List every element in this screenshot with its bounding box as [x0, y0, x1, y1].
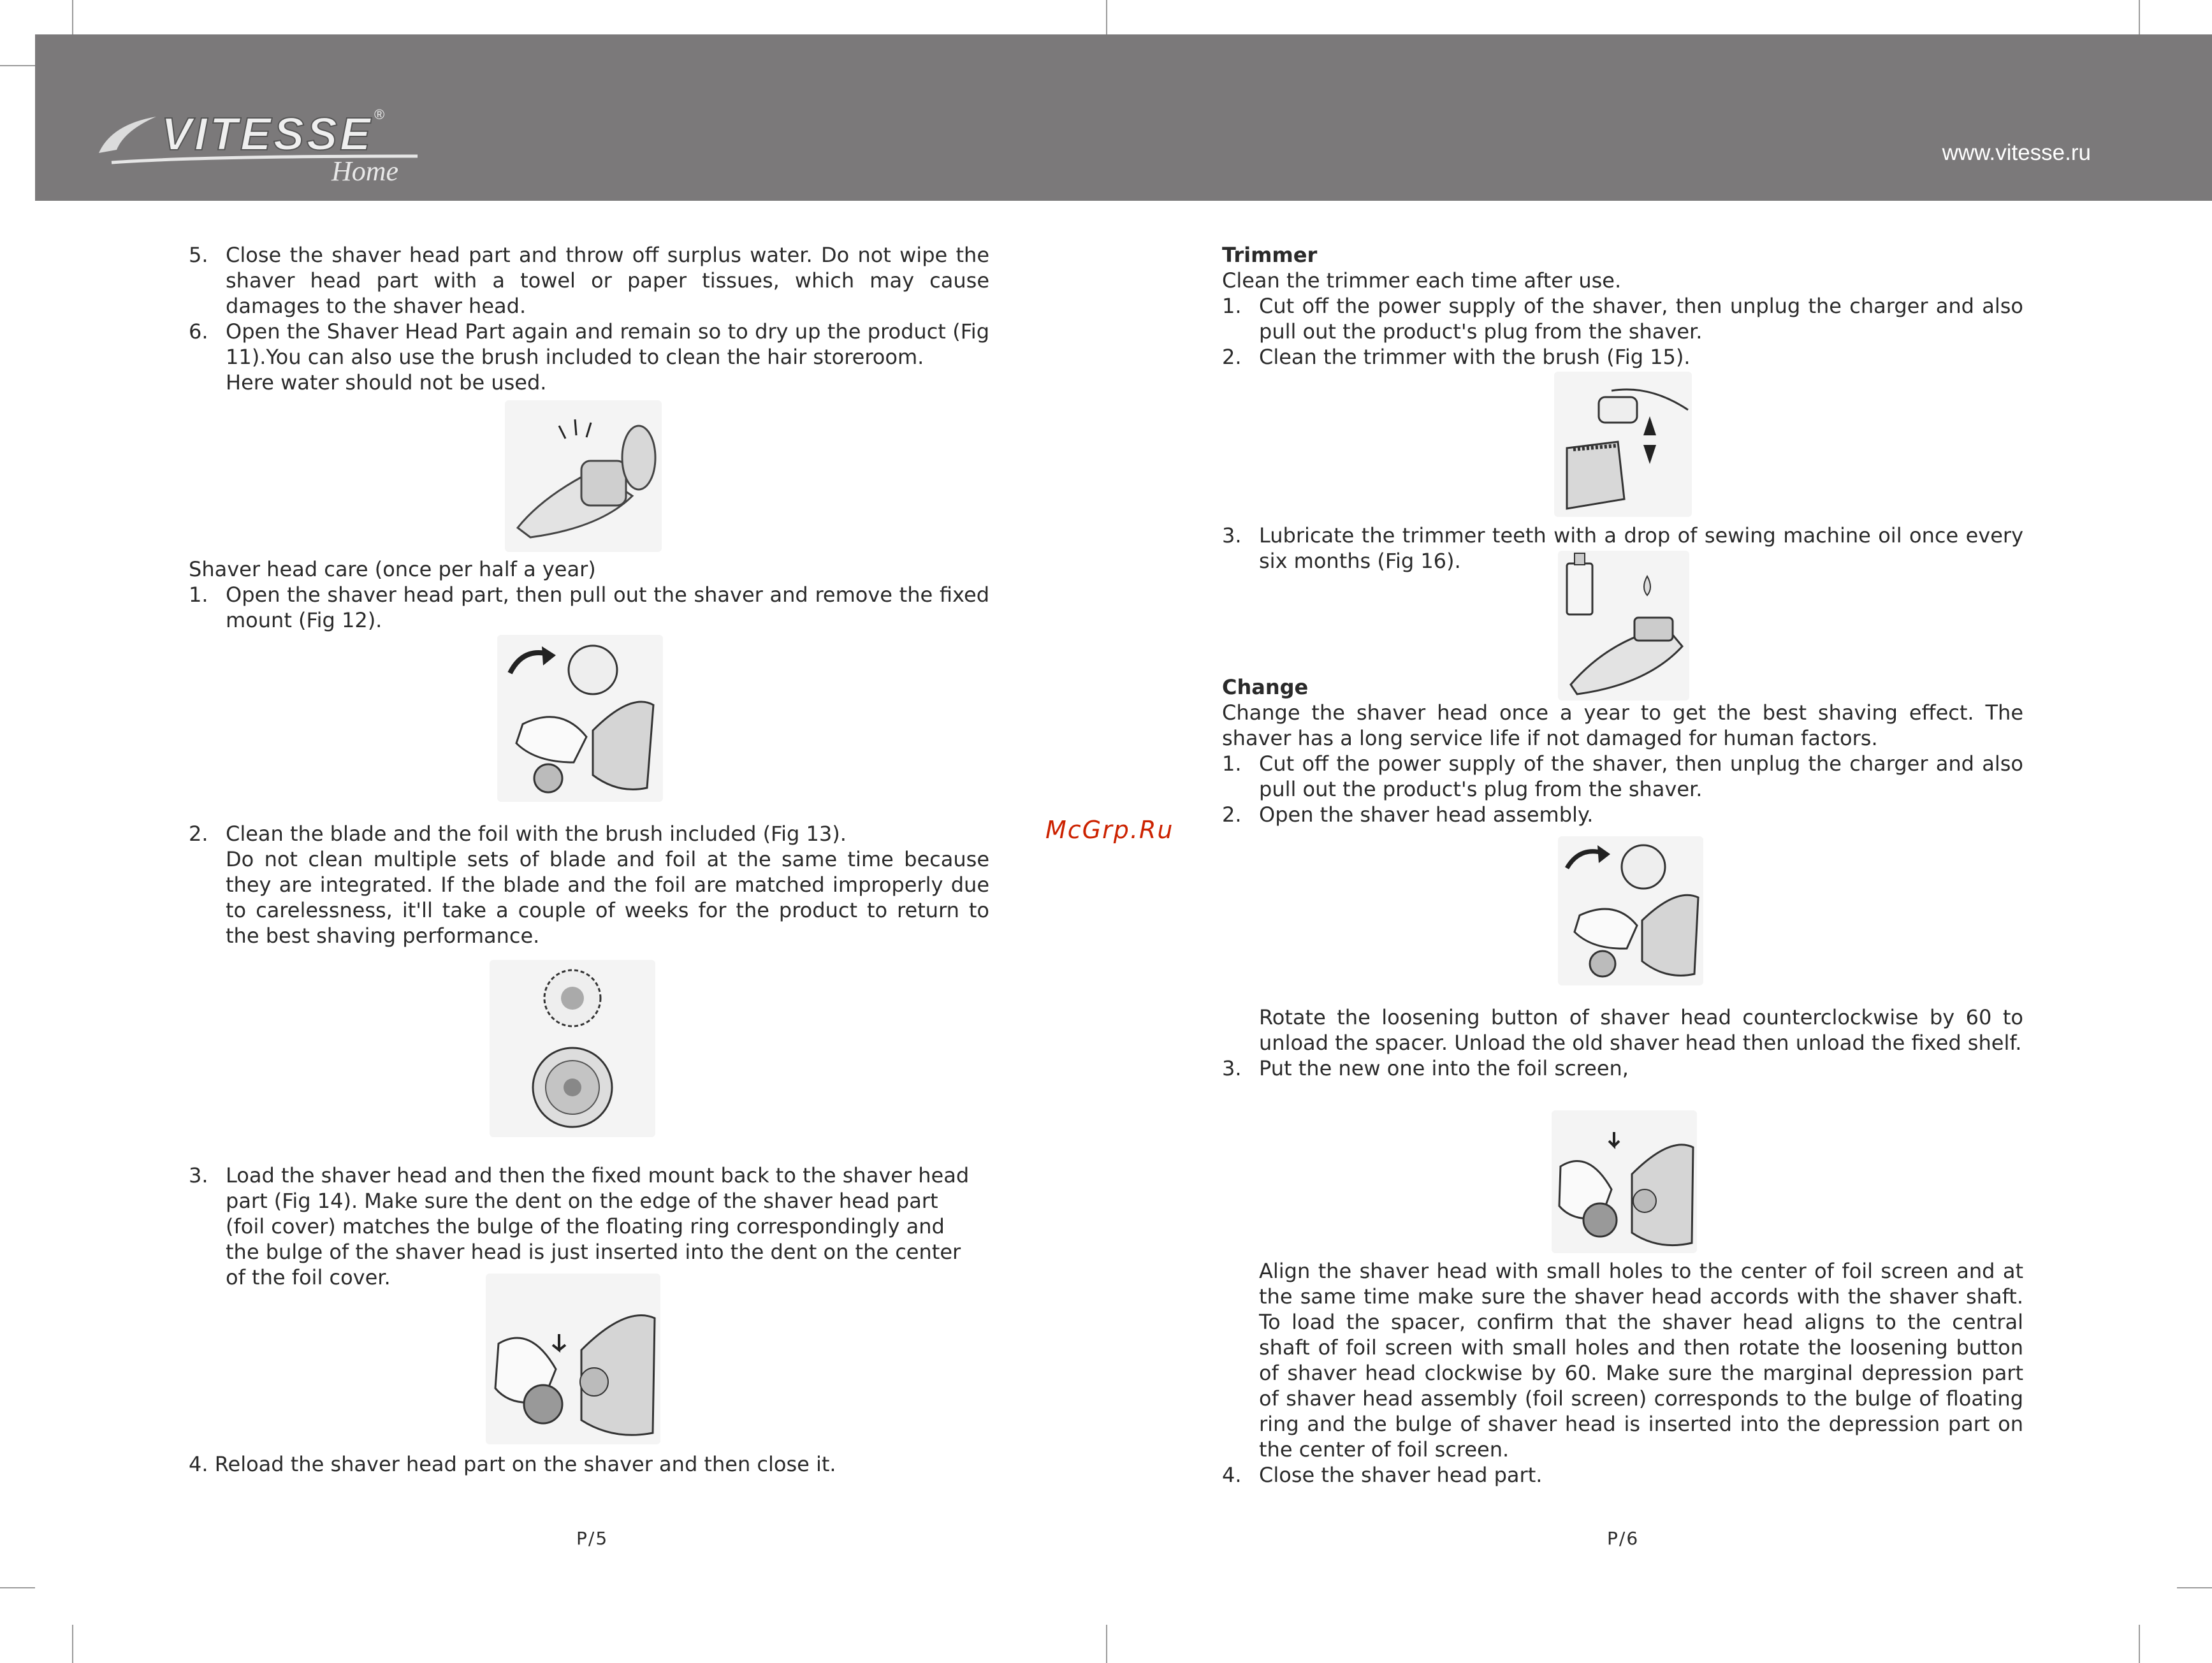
- left-column-top: [189, 242, 989, 395]
- section-heading: Shaver head care (once per half a year): [189, 557, 596, 581]
- figure-new-head-in-foil: [1552, 1110, 1697, 1253]
- list-item: 3. Put the new one into the foil screen,: [1222, 1056, 1629, 1080]
- crop-mark: [0, 65, 35, 66]
- figure-13-blade-and-foil: [490, 960, 655, 1137]
- list-item: 2. Open the shaver head assembly.: [1222, 802, 1594, 827]
- left-column-care3: [189, 1163, 973, 1290]
- logo-wordmark: VITESSE: [161, 109, 374, 160]
- list-item: 4. Close the shaver head part.: [1222, 1463, 1543, 1487]
- website-url[interactable]: www.vitesse.ru: [1942, 140, 2091, 165]
- list-item: 2. Clean the blade and the foil with the brush included (Fig 13).: [189, 822, 847, 846]
- list-item: 3. Lubricate the trimmer teeth with a drop of sewing machine oil once every six months (Fig 16).: [1222, 523, 2023, 573]
- figure-11-shaver-open: [505, 400, 662, 552]
- left-column-care2: [189, 821, 989, 948]
- right-column-align: [1222, 1258, 2023, 1488]
- list-item: 4. Reload the shaver head part on the shaver and then close it.: [189, 1452, 836, 1476]
- list-item: 2. Clean the trimmer with the brush (Fig 15).: [1222, 345, 1691, 369]
- figure-15-clean-trimmer: [1554, 372, 1692, 517]
- right-column-rotate: [1222, 1005, 2023, 1081]
- crop-mark: [2139, 1625, 2140, 1663]
- note-text: Rotate the loosening button of shaver head counterclockwise by 60 to unload the spacer. Unload the old shaver head then unload the fixed shelf.: [1259, 1005, 2023, 1055]
- watermark: McGrp.Ru: [1045, 816, 1174, 844]
- intro-text: Clean the trimmer each time after use.: [1222, 268, 1622, 293]
- figure-open-head-assembly: [1558, 836, 1703, 985]
- left-column-care4: [189, 1451, 989, 1477]
- left-column-care: [189, 556, 989, 633]
- intro-text: Change the shaver head once a year to get the best shaving effect. The shaver has a long service life if not damaged for human factors.: [1222, 701, 2023, 750]
- crop-mark: [0, 1587, 35, 1588]
- section-heading: Trimmer: [1222, 243, 1318, 267]
- figure-14-load-head: [486, 1274, 660, 1444]
- crop-mark: [72, 0, 73, 34]
- note-text: Do not clean multiple sets of blade and foil at the same time because they are integrated. If the blade and the foil are matched improperly due to carelessness, it'll take a couple of weeks for the product to return to the best shaving performance.: [226, 847, 989, 948]
- list-item: 1. Cut off the power supply of the shaver, then unplug the charger and also pull out the product's plug from the shaver.: [1222, 294, 2023, 344]
- crop-mark: [1106, 0, 1107, 34]
- crop-mark: [1106, 1625, 1107, 1663]
- list-item: 6. Open the Shaver Head Part again and remain so to dry up the product (Fig 11).You can also use the brush included to clean the hair storeroom.: [189, 319, 989, 369]
- vitesse-logo: [86, 61, 443, 188]
- list-item: 5. Close the shaver head part and throw off surplus water. Do not wipe the shaver head part with a towel or paper tissues, which may cause damages to the shaver head.: [189, 243, 989, 318]
- crop-mark: [2177, 1587, 2212, 1588]
- crop-mark: [72, 1625, 73, 1663]
- crop-mark: [2139, 0, 2140, 34]
- list-item: 1. Open the shaver head part, then pull out the shaver and remove the fixed mount (Fig 12).: [189, 583, 989, 632]
- page-number-right: P/6: [1607, 1528, 1640, 1549]
- list-item: 3. Load the shaver head and then the fixed mount back to the shaver head part (Fig 14). Make sure the dent on the edge of the shaver head part (foil cover) matches the bulge of the floating ring correspondingly and the bulge of the shaver head is just inserted into the dent on the center of the foil cover.: [189, 1163, 970, 1289]
- logo-registered: ®: [374, 106, 385, 122]
- note-text: Align the shaver head with small holes to the center of foil screen and at the same time make sure the shaver head accords with the shaver shaft. To load the spacer, confirm that the shaver head aligns to the central shaft of foil screen with small holes and then rotate the loosening button of shaver head clockwise by 60. Make sure the marginal depression part of shaver head assembly (foil screen) corresponds to the bulge of floating ring and the bulge of shaver head is inserted into the depression part on the center of foil screen.: [1259, 1259, 2023, 1462]
- right-column-change: [1222, 674, 2023, 827]
- note-text: Here water should not be used.: [226, 370, 547, 395]
- page-number-left: P/5: [576, 1528, 609, 1549]
- logo-subtitle: Home: [331, 156, 399, 187]
- right-column-trimmer: [1222, 242, 2023, 370]
- figure-12-remove-mount: [497, 635, 663, 802]
- section-heading: Change: [1222, 675, 1309, 699]
- list-item: 1. Cut off the power supply of the shaver, then unplug the charger and also pull out the product's plug from the shaver.: [1222, 752, 2023, 801]
